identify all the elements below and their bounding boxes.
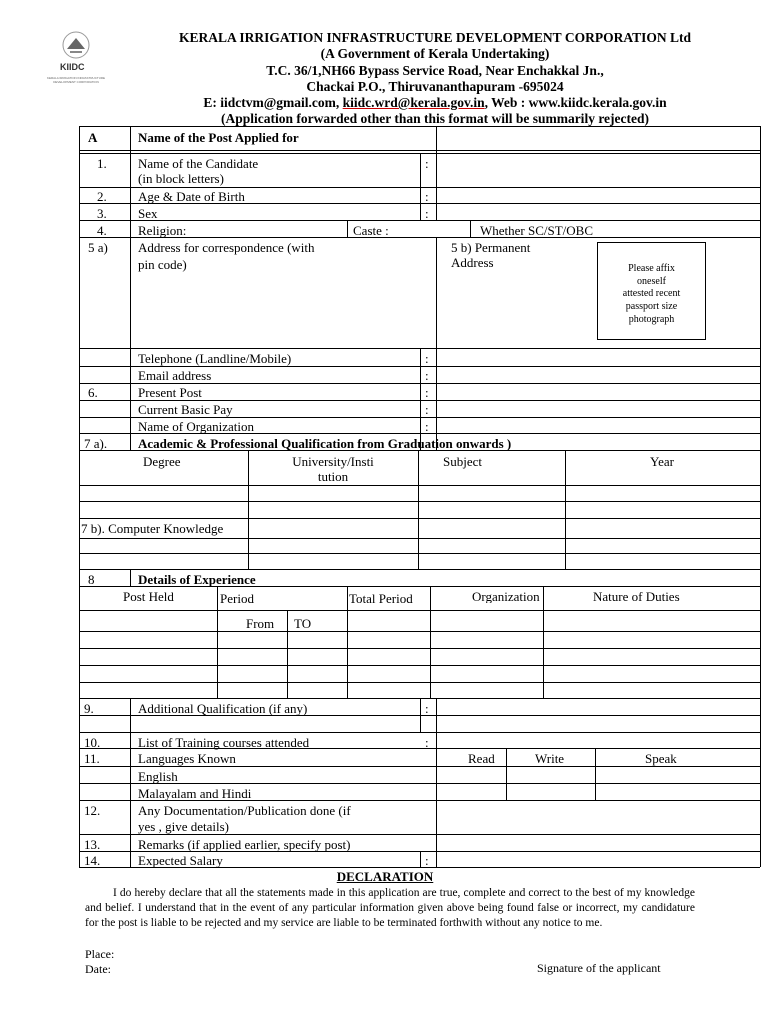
experience-heading: Details of Experience xyxy=(138,572,256,587)
total-period-header: Total Period xyxy=(349,591,413,606)
place-label: Place: xyxy=(85,947,115,961)
read-header: Read xyxy=(468,751,495,766)
row-14-number: 14. xyxy=(84,853,101,868)
row-4-number: 4. xyxy=(97,223,107,238)
to-header: TO xyxy=(294,616,312,631)
declaration-title: DECLARATION xyxy=(336,869,434,884)
from-header: From xyxy=(246,616,275,631)
languages-label: Languages Known xyxy=(138,751,236,766)
row-2-number: 2. xyxy=(97,189,107,204)
rejection-notice: (Application forwarded other than this format will be summarily rejected) xyxy=(220,111,650,126)
telephone-label: Telephone (Landline/Mobile) xyxy=(138,351,292,366)
photo-text-1: Please affix xyxy=(628,263,675,274)
nature-of-duties-header: Nature of Duties xyxy=(593,589,680,604)
degree-header: Degree xyxy=(143,454,181,469)
sex-label: Sex xyxy=(138,206,158,221)
religion-label: Religion: xyxy=(138,223,187,238)
row-1-number: 1. xyxy=(97,156,107,171)
english-label: English xyxy=(138,769,178,784)
website: , Web : www.kiidc.kerala.gov.in xyxy=(484,95,667,110)
logo-subtext: KERALA IRRIGATION INFRASTRUCTURE DEVELOPMENT CORPORATION xyxy=(46,76,106,84)
address-correspondence-label: Address for correspondence (with xyxy=(138,240,315,255)
permanent-address-label-2: Address xyxy=(451,255,494,270)
declaration-text: I do hereby declare that all the statements made in this application are true, complete and correct to the best of my knowledge and belief. I understand that in the event of any particular information given above being found false or incorrect, my candidature for the post is liable to be rejected and my service are liable to be terminated forthwith without any notice to me. xyxy=(85,887,695,929)
email-field[interactable] xyxy=(437,367,759,382)
period-header: Period xyxy=(220,591,254,606)
documentation-label-2: yes , give details) xyxy=(138,819,229,834)
colon: : xyxy=(425,206,429,221)
colon: : xyxy=(425,368,429,383)
basic-pay-field[interactable] xyxy=(437,401,759,416)
section-a-label: A xyxy=(88,130,98,145)
date-label: Date: xyxy=(85,962,111,976)
colon: : xyxy=(425,735,429,750)
colon: : xyxy=(425,385,429,400)
sex-field[interactable] xyxy=(437,204,759,219)
colon: : xyxy=(425,156,429,171)
post-applied-field[interactable] xyxy=(437,127,759,149)
row-13-number: 13. xyxy=(84,837,101,852)
present-post-label: Present Post xyxy=(138,385,202,400)
documentation-label: Any Documentation/Publication done (if xyxy=(138,803,351,818)
colon: : xyxy=(425,351,429,366)
photo-text-3: attested recent xyxy=(622,288,681,299)
colon: : xyxy=(425,419,429,434)
address-correspondence-field[interactable] xyxy=(131,275,435,347)
university-header-2: tution xyxy=(317,469,349,484)
candidate-name-label: Name of the Candidate xyxy=(138,156,259,171)
post-held-header: Post Held xyxy=(123,589,174,604)
year-header: Year xyxy=(650,454,674,469)
organization-header: Organization xyxy=(472,590,540,603)
age-dob-label: Age & Date of Birth xyxy=(138,189,245,204)
present-post-field[interactable] xyxy=(437,384,759,399)
org-address-line1: T.C. 36/1,NH66 Bypass Service Road, Near Enchakkal Jn., xyxy=(266,63,604,78)
subject-header: Subject xyxy=(443,454,482,469)
row-12-number: 12. xyxy=(84,803,101,818)
training-label: List of Training courses attended xyxy=(138,735,310,750)
candidate-name-field[interactable] xyxy=(437,154,759,186)
documentation-field[interactable] xyxy=(437,801,759,833)
row-9-number: 9. xyxy=(84,701,94,716)
pin-code-label: pin code) xyxy=(138,257,187,272)
caste-label: Caste : xyxy=(353,223,389,238)
row-3-number: 3. xyxy=(97,206,107,221)
expected-salary-label: Expected Salary xyxy=(138,853,223,868)
row-5a-number: 5 a) xyxy=(88,240,108,255)
email-prefix: E: iidctvm@gmail.com, xyxy=(203,95,343,110)
row-7a-number: 7 a). xyxy=(84,436,108,451)
email-link[interactable]: kiidc.wrd@kerala.gov.in xyxy=(342,95,485,110)
write-header: Write xyxy=(535,751,565,766)
academic-qualification-heading: Academic & Professional Qualification from Graduation onwards ) xyxy=(138,436,512,451)
university-header: University/Insti xyxy=(292,454,374,469)
speak-header: Speak xyxy=(645,751,677,766)
photo-text-4: passport size xyxy=(625,301,678,312)
colon: : xyxy=(425,701,429,716)
sc-st-obc-label: Whether SC/ST/OBC xyxy=(480,223,594,238)
malayalam-hindi-label: Malayalam and Hindi xyxy=(138,786,252,801)
org-subtitle: (A Government of Kerala Undertaking) xyxy=(320,46,550,61)
logo-text: KIIDC xyxy=(60,62,85,72)
permanent-address-label: 5 b) Permanent xyxy=(451,240,531,255)
expected-salary-field[interactable] xyxy=(437,852,759,866)
remarks-field[interactable] xyxy=(437,835,759,850)
row-10-number: 10. xyxy=(84,735,101,750)
additional-qualification-field[interactable] xyxy=(437,699,759,731)
colon: : xyxy=(425,402,429,417)
row-8-number: 8 xyxy=(88,572,95,587)
post-applied-label: Name of the Post Applied for xyxy=(138,130,299,145)
organization-label: Name of Organization xyxy=(138,419,254,434)
basic-pay-label: Current Basic Pay xyxy=(138,402,233,417)
remarks-label: Remarks (if applied earlier, specify post) xyxy=(138,837,351,852)
additional-qualification-label: Additional Qualification (if any) xyxy=(138,701,308,716)
block-letters-label: (in block letters) xyxy=(138,171,224,186)
colon: : xyxy=(425,853,429,868)
colon: : xyxy=(425,189,429,204)
signature-label: Signature of the applicant xyxy=(537,961,661,975)
photo-box[interactable] xyxy=(597,242,706,340)
org-contact-line xyxy=(100,96,770,110)
org-address-line2: Chackai P.O., Thiruvananthapuram -695024 xyxy=(306,79,564,94)
photo-text-5: photograph xyxy=(628,314,675,325)
age-dob-field[interactable] xyxy=(437,188,759,202)
org-name: KERALA IRRIGATION INFRASTRUCTURE DEVELOPMENT CORPORATION Ltd xyxy=(179,30,691,45)
row-11-number: 11. xyxy=(84,751,100,766)
email-label: Email address xyxy=(138,368,212,383)
computer-knowledge-label: 7 b). Computer Knowledge xyxy=(81,521,224,536)
organization-field[interactable] xyxy=(437,418,759,432)
row-6-number: 6. xyxy=(88,385,98,400)
telephone-field[interactable] xyxy=(437,349,759,365)
photo-text-2: oneself xyxy=(637,276,666,287)
